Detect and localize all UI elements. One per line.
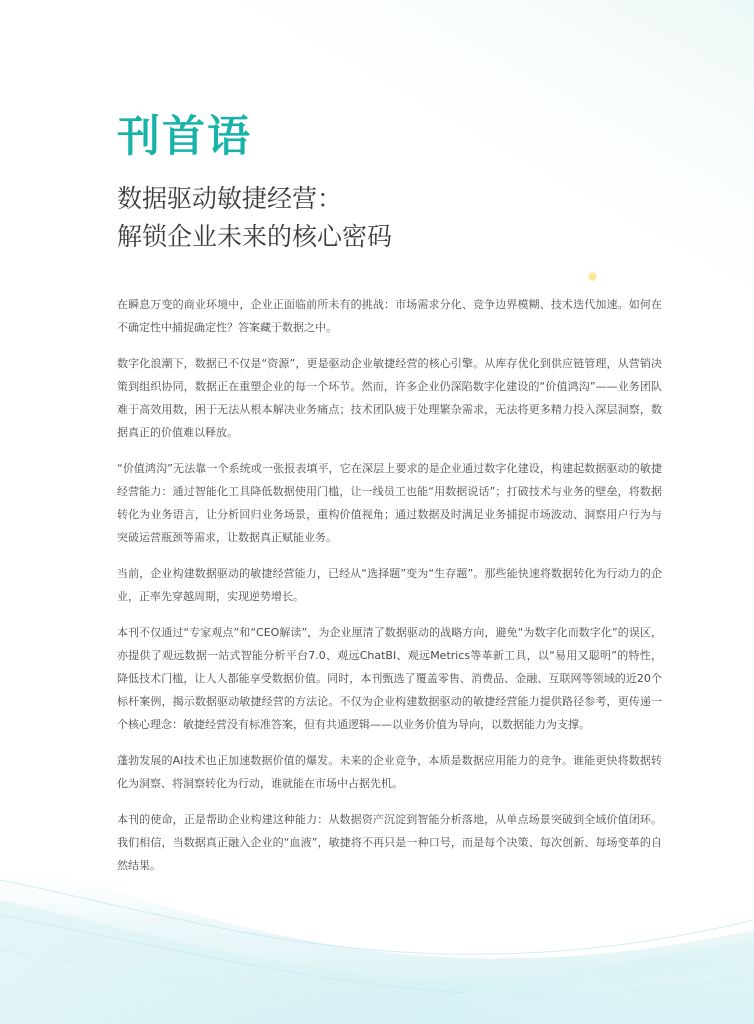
body-paragraph: 蓬勃发展的AI技术也正加速数据价值的爆发。未来的企业竞争，本质是数据应用能力的竞争。谁能更快将数据转化为洞察、将洞察转化为行动，谁就能在市场中占据先机。 <box>117 754 662 790</box>
body-paragraph: 本刊的使命，正是帮助企业构建这种能力：从数据资产沉淀到智能分析落地，从单点场景突破到全域价值闭环。我们相信，当数据真正融入企业的“血液”，敏捷将不再只是一种口号，而是每个决策、每次创新、每场变革的自然结果。 <box>117 813 662 872</box>
body-paragraph: 在瞬息万变的商业环境中，企业正面临前所未有的挑战：市场需求分化、竞争边界模糊、技术迭代加速。如何在不确定性中捕捉确定性？答案藏于数据之中。 <box>117 298 662 334</box>
page-heading: 刊首语 <box>117 112 252 162</box>
article-subtitle <box>117 180 392 256</box>
accent-dot-decoration <box>588 272 597 281</box>
body-paragraph: 数字化浪潮下，数据已不仅是“资源”，更是驱动企业敏捷经营的核心引擎。从库存优化到供应链管理，从营销决策到组织协同，数据正在重塑企业的每一个环节。然而，许多企业仍深陷数字化建设的“价值鸿沟”——业务团队难于高效用数，困于无法从根本解决业务痛点；技术团队疲于处理繁杂需求，无法将更多精力投入深层洞察，数据真正的价值难以释放。 <box>117 357 662 439</box>
body-paragraph: “价值鸿沟”无法靠一个系统或一张报表填平，它在深层上要求的是企业通过数字化建设，构建起数据驱动的敏捷经营能力：通过智能化工具降低数据使用门槛，让一线员工也能“用数据说话”；打破技术与业务的壁垒，将数据转化为业务语言，让分析回归业务场景，重构价值视角；通过数据及时满足业务捕捉市场波动、洞察用户行为与突破运营瓶颈等需求，让数据真正赋能业务。 <box>117 462 662 544</box>
article-body <box>117 293 662 890</box>
body-paragraph: 本刊不仅通过“专家观点”和“CEO解读”，为企业厘清了数据驱动的战略方向，避免“为数字化而数字化”的误区，亦提供了观远数据一站式智能分析平台7.0、观远ChatBI、观远Metrics等革新工具，以“易用又聪明”的特性，降低技术门槛，让人人都能享受数据价值。同时，本刊甄选了覆盖零售、消费品、金融、互联网等领域的近20个标杆案例，揭示数据驱动敏捷经营的方法论。不仅为企业构建数据驱动的敏捷经营能力提供路径参考，更传递一个核心理念：敏捷经营没有标准答案，但有共通逻辑——以业务价值为导向，以数据能力为支撑。 <box>117 626 662 731</box>
body-paragraph: 当前，企业构建数据驱动的敏捷经营能力，已经从“选择题”变为“生存题”。那些能快速将数据转化为行动力的企业，正率先穿越周期，实现逆势增长。 <box>117 567 662 603</box>
subtitle-line-2: 解锁企业未来的核心密码 <box>117 222 393 251</box>
subtitle-line-1: 数据驱动敏捷经营： <box>117 184 343 213</box>
